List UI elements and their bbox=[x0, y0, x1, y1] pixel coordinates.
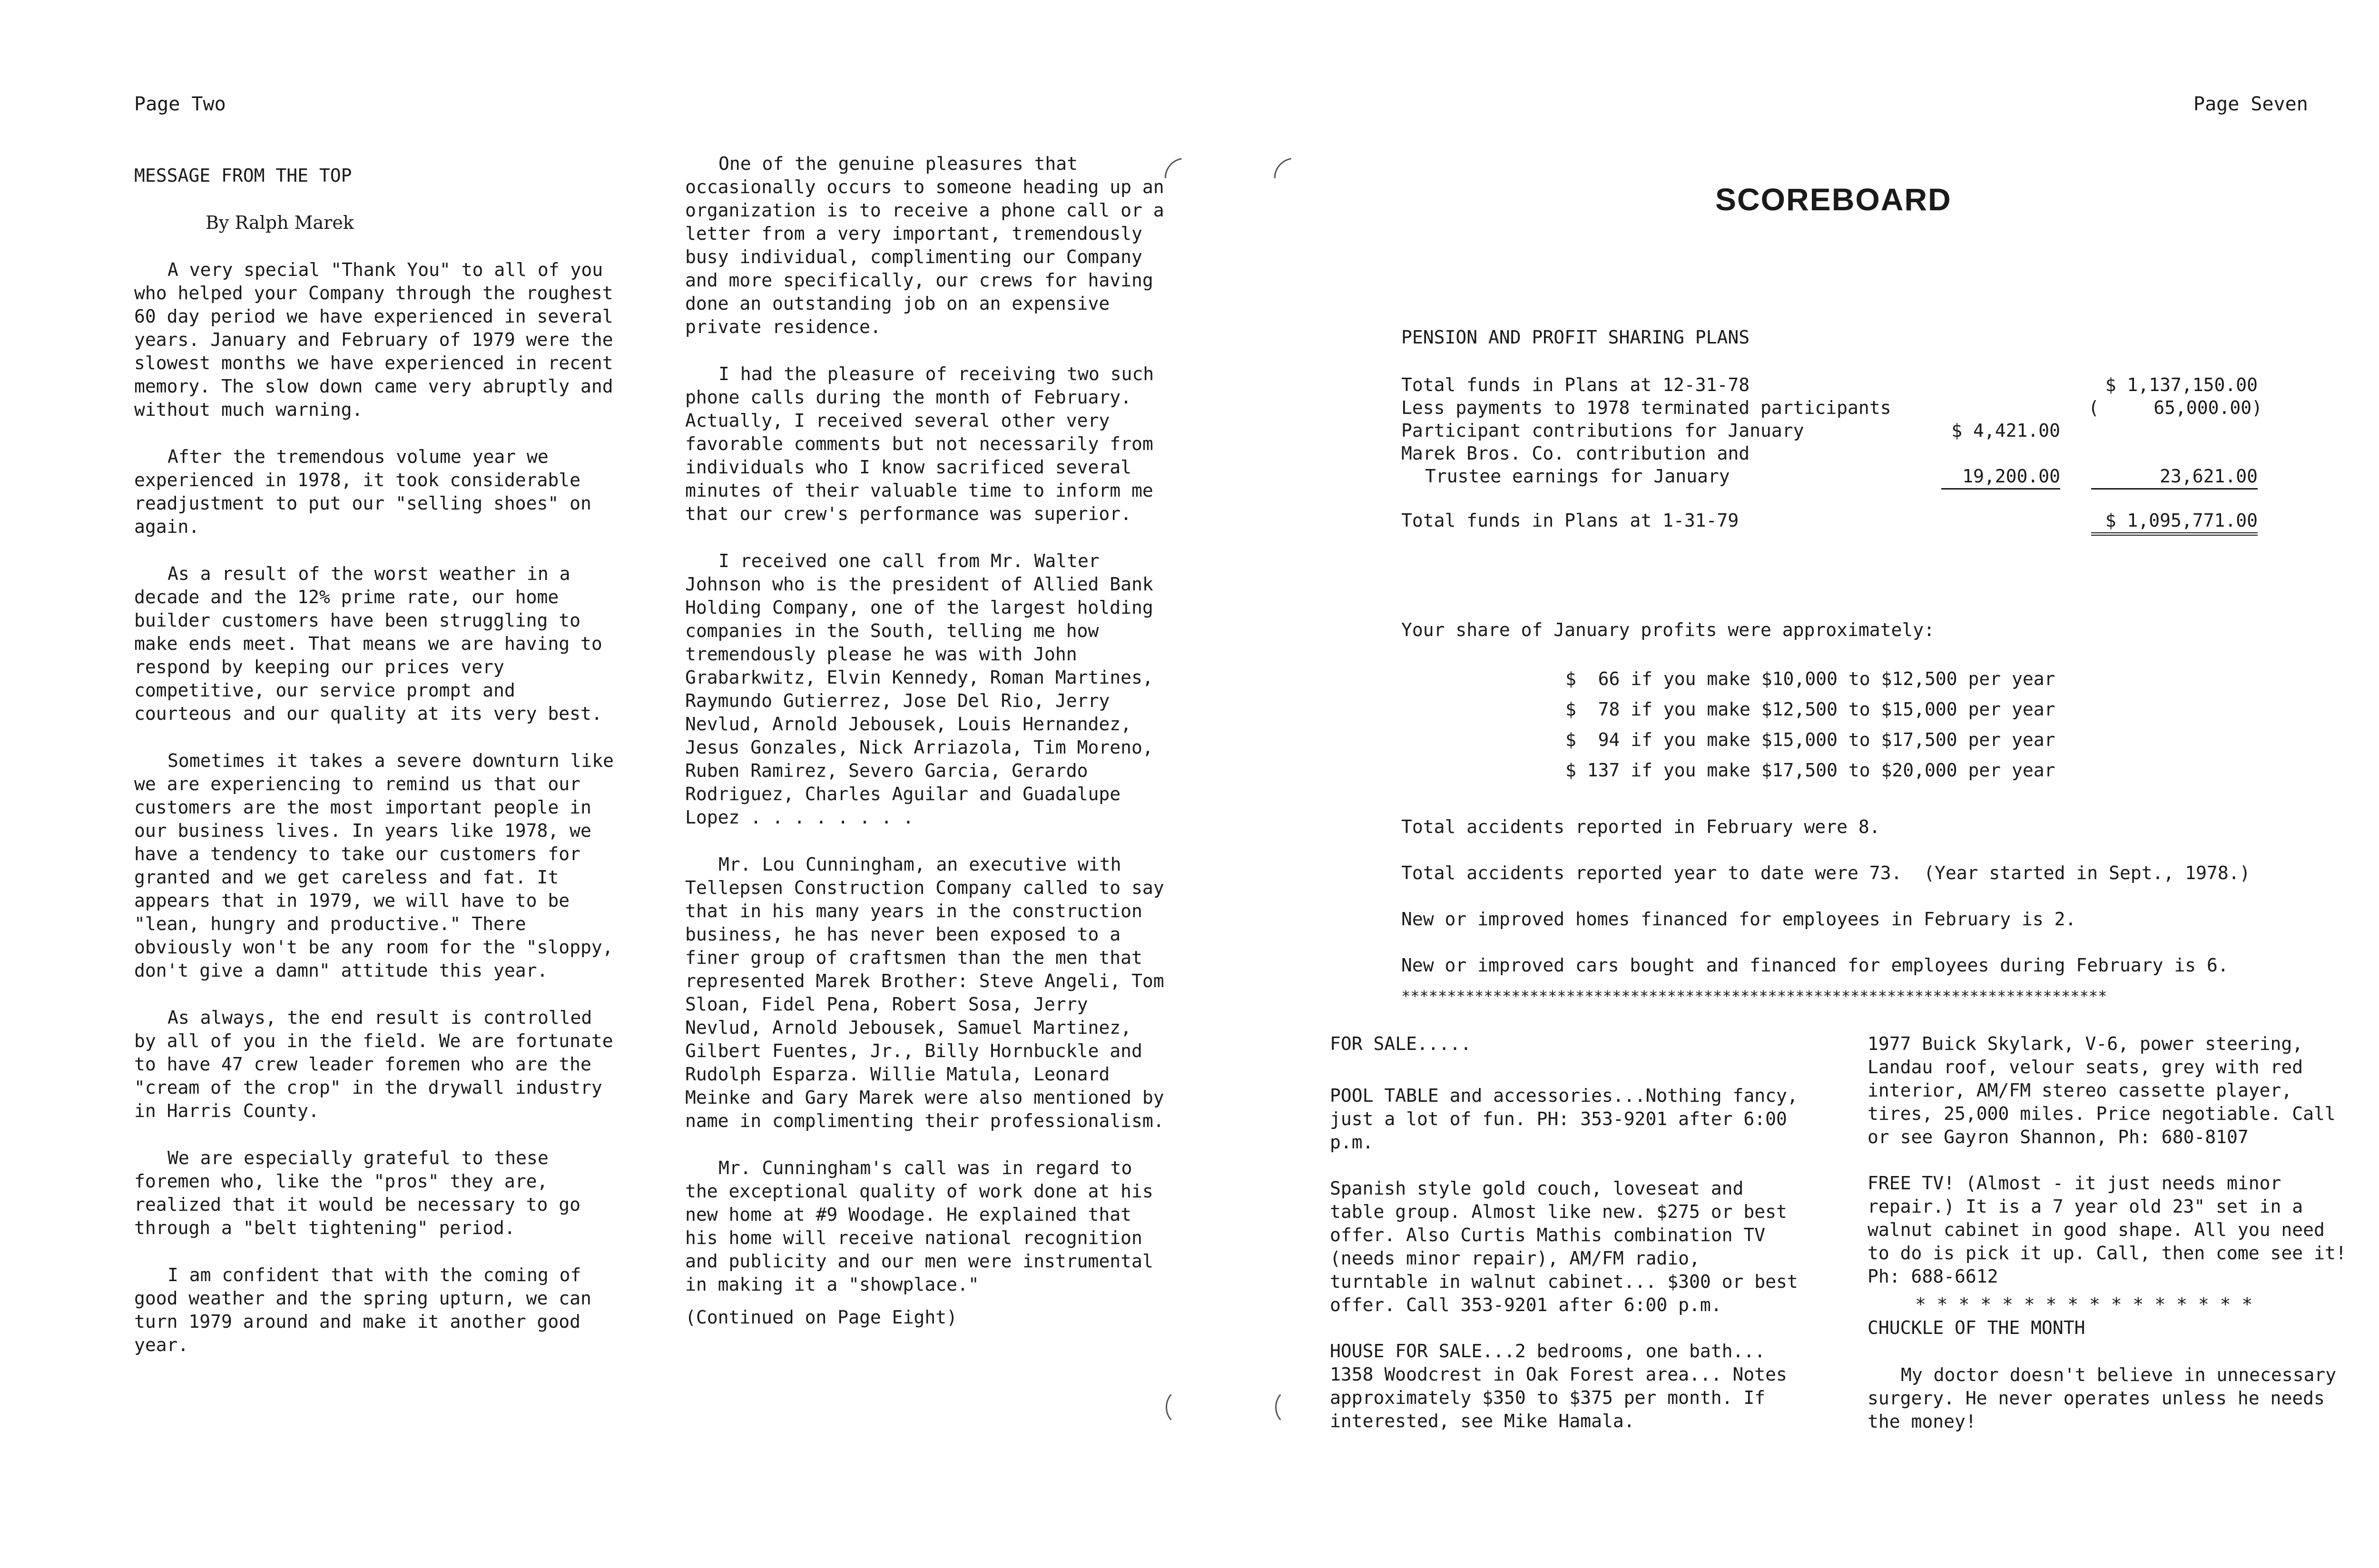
fin-total: ( 65,000.00) bbox=[2088, 397, 2262, 418]
fin-label: Less payments to 1978 terminated participants bbox=[1401, 397, 1891, 418]
stats-list bbox=[1401, 804, 2250, 989]
binding-mark bbox=[1275, 1389, 1307, 1425]
share-line: $ 137 if you make $17,500 to $20,000 per year bbox=[1565, 760, 2055, 781]
column-middle bbox=[685, 152, 1170, 1353]
paragraph: I am confident that with the coming of good weather and the spring upturn, we can turn 1979 around and make it another good year. bbox=[134, 1264, 591, 1355]
fin-subtotal: $ 4,421.00 bbox=[1951, 420, 2060, 441]
paragraph: As always, the end result is controlled by all of you in the field. We are fortunate to have 47 crew leader foremen who are the "cream of the crop" in the drywall industry in Harris County. bbox=[134, 1007, 613, 1121]
share-line: $ 94 if you make $15,000 to $17,500 per year bbox=[1565, 729, 2055, 750]
paragraph: I received one call from Mr. Walter Johnson who is the president of Allied Bank Holding Company, one of the largest holding companies in the South, telling me how tremendously please he was with John Grabarkwitz, Elvin Kennedy, Roman Martines, Raymundo Gutierrez, Jose Del Rio, Jerry Nevlud, Arnold Jebousek, Louis Hernandez, Jesus Gonzales, Nick Arriazola, Tim Moreno, Ruben Ramirez, Severo Garcia, Gerardo Rodriguez, Charles Aguilar and Guadalupe Lopez . . . . . . . . bbox=[685, 550, 1153, 828]
fin-grand-total: $ 1,095,771.00 bbox=[2091, 509, 2258, 536]
fin-label: Total funds in Plans at 1-31-79 bbox=[1401, 510, 1739, 531]
fin-subtotal: 19,200.00 bbox=[1941, 465, 2060, 490]
pension-table bbox=[1401, 373, 2262, 554]
binding-mark bbox=[1267, 151, 1314, 199]
chuckle-heading: CHUCKLE OF THE MONTH bbox=[1868, 1317, 2085, 1338]
for-sale-heading: FOR SALE..... bbox=[1330, 1033, 1472, 1054]
classified-ad: 1977 Buick Skylark, V-6, power steering, Landau roof, velour seats, grey with red interior, AM/FM stereo cassette player, tires, 25,000 miles. Price negotiable. Call or see Gayron Shannon, Ph: 680-8107 bbox=[1868, 1033, 2336, 1147]
separator-stars-small: * * * * * * * * * * * * * * * * bbox=[1915, 1294, 2253, 1315]
page-number-right: Page Seven bbox=[2193, 93, 2308, 115]
fin-label: Participant contributions for January bbox=[1401, 420, 1804, 441]
classified-ad: POOL TABLE and accessories...Nothing fancy, just a lot of fun. PH: 353-9201 after 6:00 p.m. bbox=[1330, 1085, 1798, 1153]
share-line: $ 66 if you make $10,000 to $12,500 per year bbox=[1565, 668, 2055, 689]
classified-ad: HOUSE FOR SALE...2 bedrooms, one bath... 1358 Woodcrest in Oak Forest area... Notes approximately $350 to $375 per month. If interested, see Mike Hamala. bbox=[1330, 1341, 1787, 1431]
stat-line: Total accidents reported year to date were 73. (Year started in Sept., 1978.) bbox=[1401, 862, 2251, 883]
classified-ad: FREE TV! (Almost - it just needs minor repair.) It is a 7 year old 23" set in a walnut cabinet in good shape. All you need to do is pick it up. Call, then come see it! Ph: 688-6612 bbox=[1868, 1173, 2347, 1287]
stat-line: New or improved homes financed for employees in February is 2. bbox=[1401, 909, 2076, 930]
scoreboard-title: SCOREBOARD bbox=[1715, 182, 1952, 217]
paragraph: Mr. Cunningham's call was in regard to the exceptional quality of work done at his new home at #9 Woodage. He explained that his home will receive national recognition and publicity and our men were instrumental in making it a "showplace." bbox=[685, 1157, 1153, 1295]
pension-heading: PENSION AND PROFIT SHARING PLANS bbox=[1401, 327, 1750, 348]
paragraph: A very special "Thank You" to all of you who helped your Company through the roughest 60 day period we have experienced in several years. January and February of 1979 were the slowest months we have experienced in recent memory. The slow down came very abruptly and without much warning. bbox=[134, 259, 613, 420]
paragraph: One of the genuine pleasures that occasionally occurs to someone heading up an organization is to receive a phone call or a letter from a very important, tremendously busy individual, complimenting our Company and more specifically, our crews for having done an outstanding job on an expensive private residence. bbox=[685, 153, 1164, 337]
fin-label: Total funds in Plans at 12-31-78 bbox=[1401, 374, 1750, 395]
chuckle-text: My doctor doesn't believe in unnecessary surgery. He never operates unless he needs the money! bbox=[1868, 1364, 2337, 1432]
stat-line: Total accidents reported in February were 8. bbox=[1401, 816, 1880, 837]
paragraph: We are especially grateful to these foremen who, like the "pros" they are, realized that it would be necessary to go through a "belt tightening" period. bbox=[134, 1147, 580, 1238]
fin-total: $ 1,137,150.00 bbox=[2105, 374, 2258, 395]
fin-total: 23,621.00 bbox=[2091, 465, 2258, 490]
byline: By Ralph Marek bbox=[206, 212, 354, 233]
for-sale-right bbox=[1868, 1032, 2348, 1456]
separator-stars: ***************************************************************************** bbox=[1401, 987, 2107, 1005]
column-left bbox=[134, 164, 615, 1381]
paragraph: I had the pleasure of receiving two such phone calls during the month of February. Actually, I received several other very favorable comments but not necessarily from individuals who I know sacrificed several minutes of their valuable time to inform me that our crew's performance was superior. bbox=[685, 363, 1154, 524]
paragraph: As a result of the worst weather in a decade and the 12% prime rate, our home builder customers have been struggling to make ends meet. That means we are having to respond by keeping our prices very competitive, our service prompt and courteous and our quality at its very best. bbox=[134, 563, 602, 724]
article-heading: MESSAGE FROM THE TOP bbox=[134, 165, 352, 186]
classified-ad: Spanish style gold couch, loveseat and table group. Almost like new. $275 or best offer. Also Curtis Mathis combination TV (needs minor repair), AM/FM radio, turntable in walnut cabinet... $300 or best offer. Call 353-9201 after 6:00 p.m. bbox=[1330, 1178, 1798, 1315]
page-number-left: Page Two bbox=[134, 93, 226, 115]
share-line: $ 78 if you make $12,500 to $15,000 per year bbox=[1565, 699, 2055, 720]
stat-line: New or improved cars bought and financed for employees during February is 6. bbox=[1401, 955, 2229, 976]
fin-label: Marek Bros. Co. contribution and bbox=[1401, 443, 1750, 464]
paragraph: Mr. Lou Cunningham, an executive with Tellepsen Construction Company called to say that in his many years in the construction business, he has never been exposed to a finer group of craftsmen than the men that represented Marek Brother: Steve Angeli, Tom Sloan, Fidel Pena, Robert Sosa, Jerry Nevlud, Arnold Jebousek, Samuel Martinez, Gilbert Fuentes, Jr., Billy Hornbuckle and Rudolph Esparza. Willie Matula, Leonard Meinke and Gary Marek were also mentioned by name in complimenting their professionalism. bbox=[685, 854, 1164, 1131]
paragraph: After the tremendous volume year we experienced in 1978, it took considerable readjustment to put our "selling shoes" on again. bbox=[134, 446, 591, 537]
continued-note: (Continued on Page Eight) bbox=[685, 1307, 957, 1328]
fin-label: Trustee earnings for January bbox=[1425, 466, 1730, 487]
binding-mark bbox=[1166, 1389, 1197, 1425]
share-table bbox=[1565, 664, 2055, 785]
share-intro: Your share of January profits were approximately: bbox=[1401, 619, 1935, 640]
paragraph: Sometimes it takes a severe downturn like we are experiencing to remind us that our customers are the most important people in our business lives. In years like 1978, we have a tendency to take our customers for granted and we get careless and fat. It appears that in 1979, we will have to be "lean, hungry and productive." There obviously won't be any room for the "sloppy, don't give a damn" attitude this year. bbox=[134, 750, 614, 981]
for-sale-left bbox=[1330, 1032, 1806, 1456]
